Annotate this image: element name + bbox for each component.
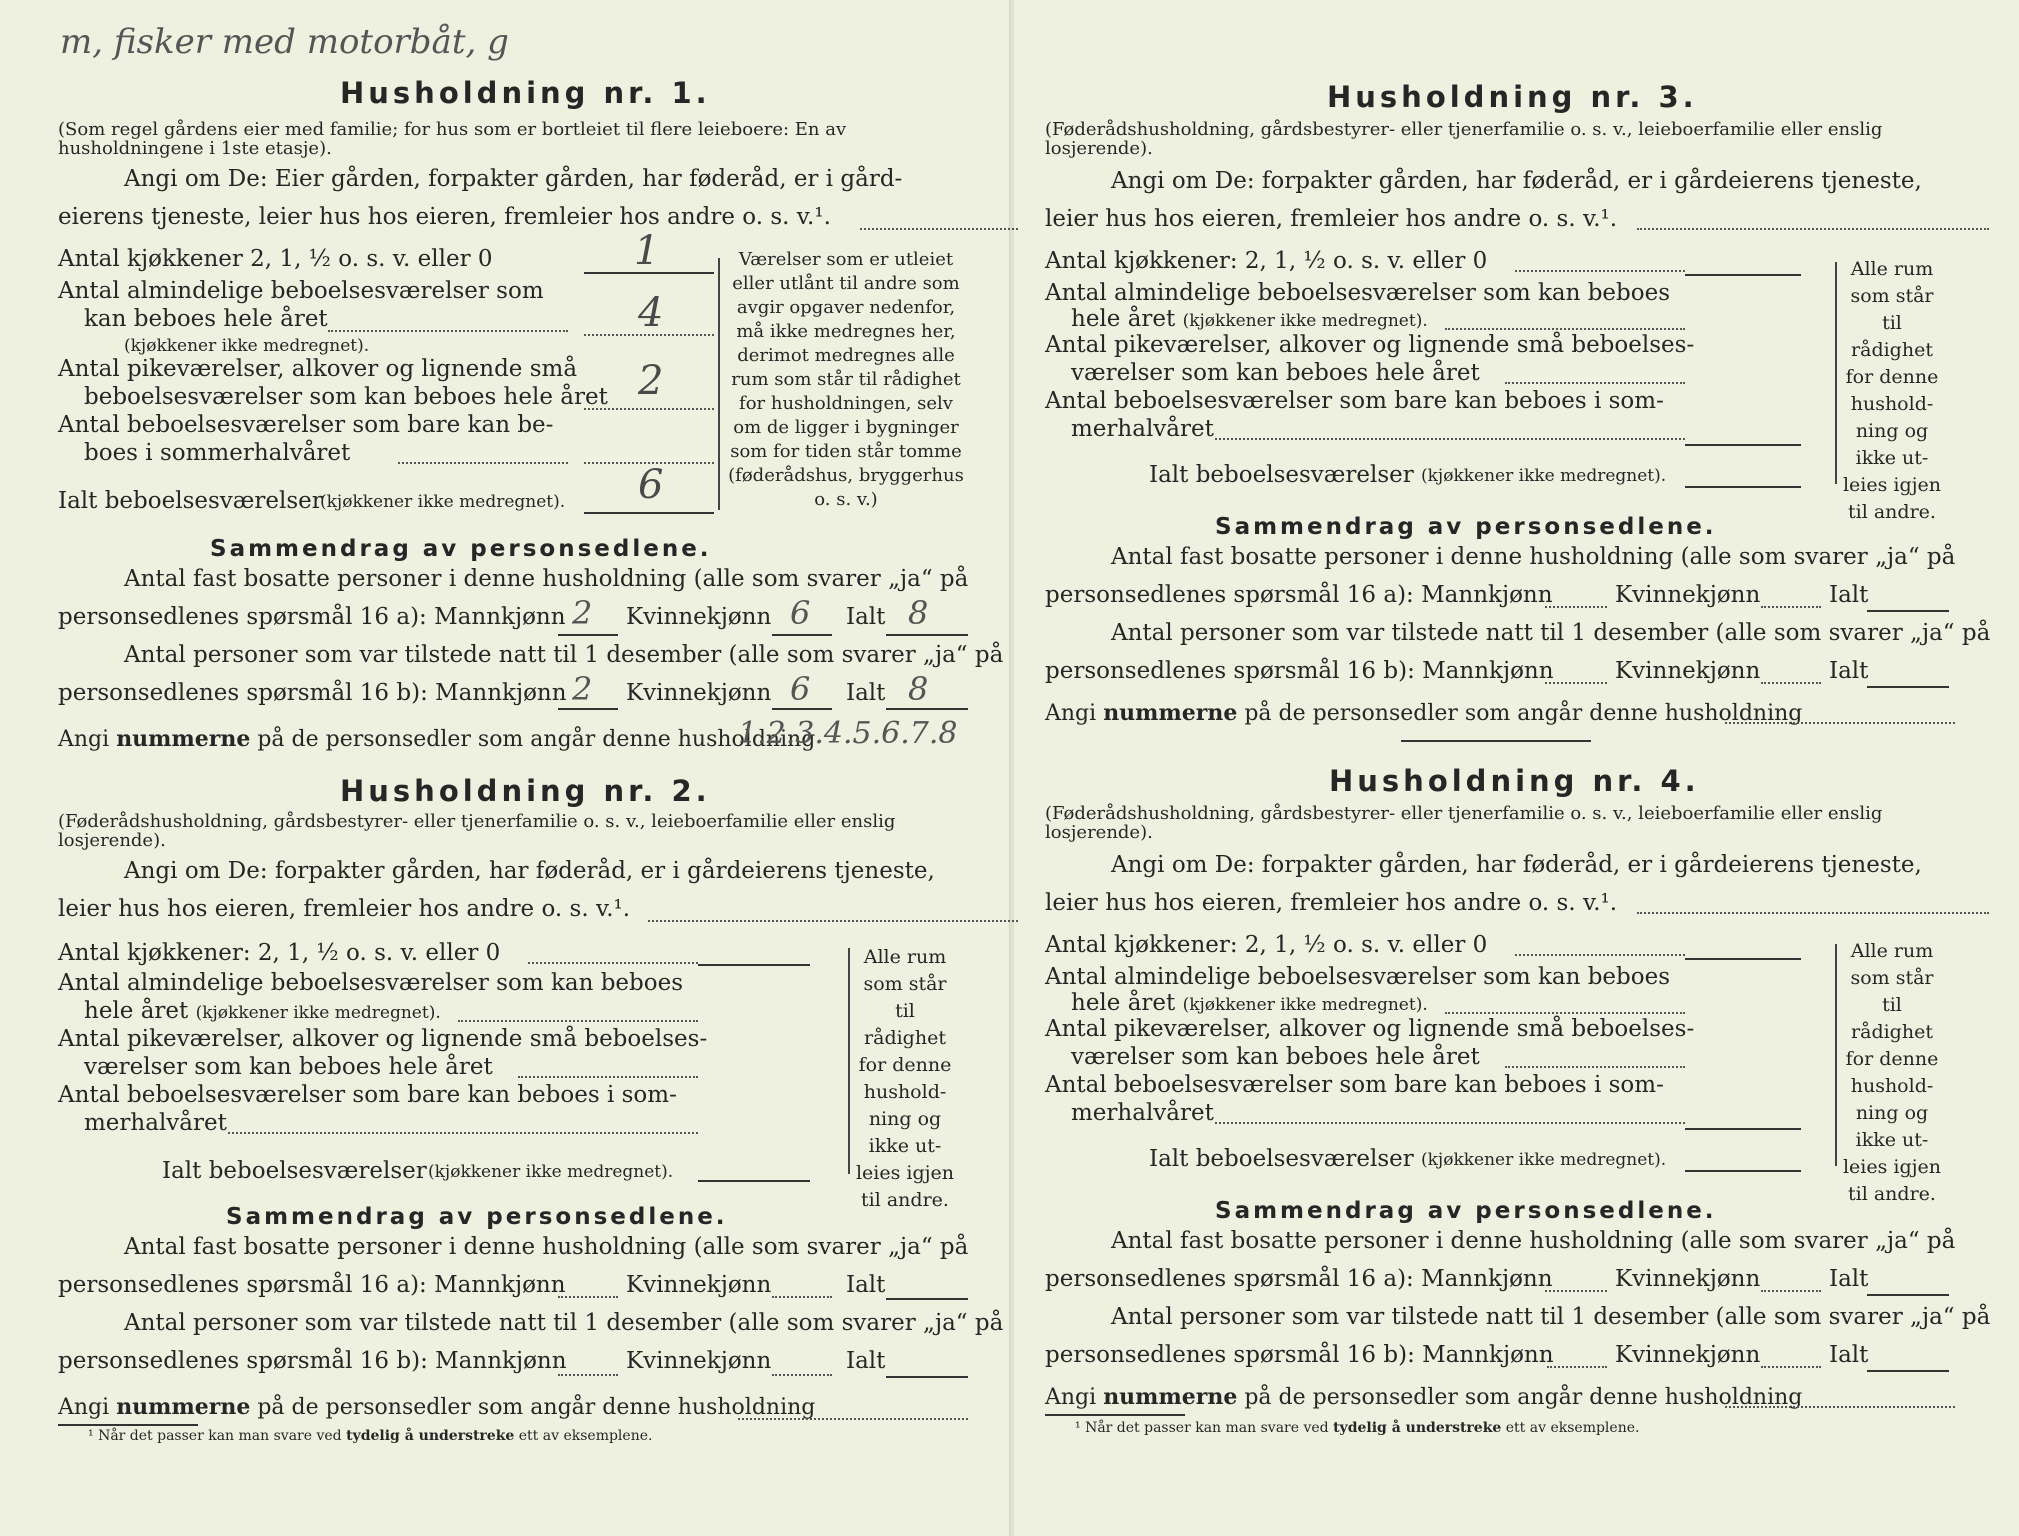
page-fold xyxy=(1009,0,1014,1536)
h1-alm-value: 4 xyxy=(638,290,664,336)
right-footnote-pre: ¹ Når det passer kan man svare ved xyxy=(1075,1420,1329,1436)
h4-alm-line2-note: (kjøkkener ikke medregnet). xyxy=(1182,995,1428,1015)
h3-angi-answer-line xyxy=(1637,228,1989,230)
h4-pike-dots xyxy=(1505,1066,1685,1068)
h4-alm-line2 xyxy=(1071,990,1428,1016)
h1-alm-line2: kan beboes hele året xyxy=(84,306,328,332)
h2-nummer-row xyxy=(58,1394,815,1420)
h2-16a-k-label: Kvinnekjønn xyxy=(626,1272,772,1298)
handwritten-header: m, fisker med motorbåt, g xyxy=(60,22,509,62)
h1-16a-k-label: Kvinnekjønn xyxy=(626,604,772,630)
h2-nummer-bold: nummerne xyxy=(116,1394,251,1420)
h2-alm-line2-note: (kjøkkener ikke medregnet). xyxy=(195,1003,441,1023)
h1-kjokkener-label: Antal kjøkkener 2, 1, ½ o. s. v. eller 0 xyxy=(58,246,493,272)
h1-angi-answer-line xyxy=(860,228,1018,230)
h3-angi-line1: Angi om De: forpakter gården, har føderåd, er i gårdeierens tjeneste, xyxy=(1111,168,1922,194)
h4-16a-line1: Antal fast bosatte personer i denne husholdning (alle som svarer „ja“ på xyxy=(1111,1228,1956,1254)
h3-alm-dots xyxy=(1445,328,1685,330)
h4-kjokkener-label: Antal kjøkkener: 2, 1, ½ o. s. v. eller 0 xyxy=(1045,932,1488,958)
h1-16b-i-value: 8 xyxy=(908,670,929,708)
h1-pike-value: 2 xyxy=(638,358,664,404)
h3-16b-m-line xyxy=(1545,682,1607,684)
h1-16a-m-value: 2 xyxy=(572,594,593,632)
h1-title: Husholdning nr. 1. xyxy=(340,76,711,110)
h3-h4-separator xyxy=(1401,740,1591,742)
h3-16a-k-line xyxy=(1761,606,1821,608)
h2-16b-m-line xyxy=(558,1374,618,1376)
h2-16a-m-line xyxy=(558,1296,618,1298)
h1-16b-line1: Antal personer som var tilstede natt til 1 desember (alle som svarer „ja“ på xyxy=(124,642,1004,668)
h2-note: (Føderådshusholdning, gårdsbestyrer- eller tjenerfamilie o. s. v., leieboerfamilie eller enslig losjerende). xyxy=(58,811,896,851)
h4-16b-i-line xyxy=(1867,1370,1949,1372)
h3-sommer-dots xyxy=(1215,438,1685,440)
h1-sommer-line1: Antal beboelsesværelser som bare kan be- xyxy=(58,412,554,438)
left-page xyxy=(58,0,1004,1536)
h3-sommer-line1: Antal beboelsesværelser som bare kan beboes i som- xyxy=(1045,388,1664,414)
h1-16a-i-label: Ialt xyxy=(846,604,886,630)
h2-ialt-line xyxy=(698,1180,810,1182)
h1-nummer-row xyxy=(58,726,815,752)
h1-pike-line1: Antal pikeværelser, alkover og lignende små xyxy=(58,356,578,382)
h4-nummer-post: på de personsedler som angår denne husholdning xyxy=(1244,1385,1803,1410)
h2-sommer-dots xyxy=(228,1132,698,1134)
h4-nummer-pre: Angi xyxy=(1045,1385,1097,1410)
h1-16a-k-line xyxy=(772,634,832,636)
h4-16a-m-line xyxy=(1545,1290,1607,1292)
h2-kjokkener-label: Antal kjøkkener: 2, 1, ½ o. s. v. eller 0 xyxy=(58,940,501,966)
h4-kjokkener-line xyxy=(1685,958,1801,960)
h3-16a-i-line xyxy=(1867,610,1949,612)
right-footnote xyxy=(1075,1420,1639,1436)
h1-ialt-line xyxy=(584,512,714,514)
h2-16b-line2: personsedlenes spørsmål 16 b): Mannkjønn xyxy=(58,1348,567,1374)
h3-nummer-pre: Angi xyxy=(1045,701,1097,726)
h1-nummer-pre: Angi xyxy=(58,727,110,752)
h1-16b-k-value: 6 xyxy=(790,670,811,708)
h1-alm-line1: Antal almindelige beboelsesværelser som xyxy=(58,278,544,304)
h4-16b-k-line xyxy=(1761,1366,1821,1368)
h4-angi-line1: Angi om De: forpakter gården, har føderåd, er i gårdeierens tjeneste, xyxy=(1111,852,1922,878)
h3-16b-line2: personsedlenes spørsmål 16 b): Mannkjønn xyxy=(1045,658,1554,684)
h4-16b-k-label: Kvinnekjønn xyxy=(1615,1342,1761,1368)
h4-16a-i-label: Ialt xyxy=(1829,1266,1869,1292)
h3-nummer-bold: nummerne xyxy=(1103,700,1238,726)
h4-16a-i-line xyxy=(1867,1294,1949,1296)
h3-sommer-line2: merhalvåret xyxy=(1071,416,1214,442)
h3-ialt-note: (kjøkkener ikke medregnet). xyxy=(1421,466,1667,486)
h3-kjokkener-label: Antal kjøkkener: 2, 1, ½ o. s. v. eller 0 xyxy=(1045,248,1488,274)
h1-nummer-bold: nummerne xyxy=(116,726,251,752)
h1-pike-line xyxy=(584,408,714,410)
h3-nummer-line xyxy=(1725,722,1955,724)
h4-ialt-note: (kjøkkener ikke medregnet). xyxy=(1421,1150,1667,1170)
h3-16a-k-label: Kvinnekjønn xyxy=(1615,582,1761,608)
h4-16a-k-line xyxy=(1761,1290,1821,1292)
h1-16a-line2: personsedlenes spørsmål 16 a): Mannkjønn xyxy=(58,604,566,630)
h4-nummer-row xyxy=(1045,1384,1802,1410)
h2-sommer-line2: merhalvåret xyxy=(84,1110,227,1136)
h4-16b-m-line xyxy=(1547,1366,1607,1368)
h1-16b-line2: personsedlenes spørsmål 16 b): Mannkjønn xyxy=(58,680,567,706)
h4-alm-dots xyxy=(1445,1012,1685,1014)
h3-summary-title: Sammendrag av personsedlene. xyxy=(1215,514,1717,540)
h2-alm-line1: Antal almindelige beboelsesværelser som kan beboes xyxy=(58,970,684,996)
h4-brace xyxy=(1835,944,1837,1166)
left-footnote-bold: tydelig å understreke xyxy=(346,1428,515,1444)
h2-16b-k-line xyxy=(772,1374,832,1376)
h3-16a-m-line xyxy=(1545,606,1607,608)
h1-alm-dots xyxy=(328,330,568,332)
h2-brace xyxy=(848,948,850,1174)
h2-nummer-line xyxy=(738,1418,968,1420)
h3-nummer-post: på de personsedler som angår denne husholdning xyxy=(1244,701,1803,726)
h2-angi-answer-line xyxy=(648,920,1018,922)
h2-nummer-pre: Angi xyxy=(58,1395,110,1420)
h1-sommer-line2: boes i sommerhalvåret xyxy=(84,440,351,466)
h1-summary-title: Sammendrag av personsedlene. xyxy=(210,536,712,562)
h4-16b-i-label: Ialt xyxy=(1829,1342,1869,1368)
h2-16b-i-line xyxy=(886,1376,968,1378)
left-footnote-separator xyxy=(58,1424,198,1426)
h2-title: Husholdning nr. 2. xyxy=(340,774,711,808)
h3-alm-line1: Antal almindelige beboelsesværelser som kan beboes xyxy=(1045,280,1671,306)
h3-alm-line2-note: (kjøkkener ikke medregnet). xyxy=(1182,311,1428,331)
h1-sommer-dots xyxy=(398,462,568,464)
h4-sommer-line2: merhalvåret xyxy=(1071,1100,1214,1126)
h3-16b-line1: Antal personer som var tilstede natt til 1 desember (alle som svarer „ja“ på xyxy=(1111,620,1991,646)
h1-16a-i-value: 8 xyxy=(908,594,929,632)
h2-side-note: Alle rum som står til rådighet for denne hushold- ning og ikke ut- leies igjen til andre. xyxy=(855,946,955,1211)
h4-note: (Føderådshusholdning, gårdsbestyrer- eller tjenerfamilie o. s. v., leieboerfamilie eller enslig losjerende). xyxy=(1045,803,1883,843)
h2-16a-line1: Antal fast bosatte personer i denne husholdning (alle som svarer „ja“ på xyxy=(124,1234,969,1260)
h1-16b-k-label: Kvinnekjønn xyxy=(626,680,772,706)
h1-16b-m-line xyxy=(558,708,618,710)
h4-16a-line2: personsedlenes spørsmål 16 a): Mannkjønn xyxy=(1045,1266,1553,1292)
right-page xyxy=(1045,0,1991,1536)
h2-pike-line2: værelser som kan beboes hele året xyxy=(84,1054,493,1080)
h1-ialt-note: (kjøkkener ikke medregnet). xyxy=(320,492,566,512)
h4-16b-line1: Antal personer som var tilstede natt til 1 desember (alle som svarer „ja“ på xyxy=(1111,1304,1991,1330)
h4-angi-answer-line xyxy=(1637,912,1989,914)
h4-sommer-line1: Antal beboelsesværelser som bare kan beboes i som- xyxy=(1045,1072,1664,1098)
h4-16b-line2: personsedlenes spørsmål 16 b): Mannkjønn xyxy=(1045,1342,1554,1368)
h1-angi-line2: eierens tjeneste, leier hus hos eieren, fremleier hos andre o. s. v.¹. xyxy=(58,204,831,230)
h3-16a-line2: personsedlenes spørsmål 16 a): Mannkjønn xyxy=(1045,582,1553,608)
h3-nummer-row xyxy=(1045,700,1802,726)
h2-nummer-post: på de personsedler som angår denne husholdning xyxy=(257,1395,816,1420)
h1-brace xyxy=(718,258,720,510)
right-footnote-separator xyxy=(1045,1414,1185,1416)
right-footnote-post: ett av eksemplene. xyxy=(1505,1420,1640,1436)
h4-alm-line1: Antal almindelige beboelsesværelser som kan beboes xyxy=(1045,964,1671,990)
h1-note: (Som regel gårdens eier med familie; for hus som er bortleiet til flere leieboere: En av husholdningene i 1ste etasje). xyxy=(58,119,847,159)
h3-16b-i-label: Ialt xyxy=(1829,658,1869,684)
h3-kjokkener-line xyxy=(1685,274,1801,276)
h2-16a-i-label: Ialt xyxy=(846,1272,886,1298)
h4-side-note: Alle rum som står til rådighet for denne hushold- ning og ikke ut- leies igjen til andre. xyxy=(1842,940,1942,1205)
h3-pike-line1: Antal pikeværelser, alkover og lignende små beboelses- xyxy=(1045,332,1695,358)
h4-16a-k-label: Kvinnekjønn xyxy=(1615,1266,1761,1292)
h3-sommer-line xyxy=(1685,444,1801,446)
left-footnote-post: ett av eksemplene. xyxy=(518,1428,653,1444)
h2-pike-line1: Antal pikeværelser, alkover og lignende små beboelses- xyxy=(58,1026,708,1052)
h1-16b-i-label: Ialt xyxy=(846,680,886,706)
h2-sommer-line1: Antal beboelsesværelser som bare kan beboes i som- xyxy=(58,1082,677,1108)
h2-kjokkener-line xyxy=(698,964,810,966)
h3-16b-k-label: Kvinnekjønn xyxy=(1615,658,1761,684)
h2-ialt-label: Ialt beboelsesværelser xyxy=(162,1158,427,1184)
h1-16b-m-value: 2 xyxy=(572,670,593,708)
h3-16b-k-line xyxy=(1761,682,1821,684)
h3-alm-line2-text: hele året xyxy=(1071,306,1176,332)
h1-nummer-value: 1.2.3.4.5.6.7.8 xyxy=(738,716,958,751)
h2-16b-k-label: Kvinnekjønn xyxy=(626,1348,772,1374)
h4-sommer-line xyxy=(1685,1128,1801,1130)
h3-title: Husholdning nr. 3. xyxy=(1327,80,1698,114)
h4-ialt-label: Ialt beboelsesværelser xyxy=(1149,1146,1414,1172)
h1-16a-m-line xyxy=(558,634,618,636)
h3-16a-line1: Antal fast bosatte personer i denne husholdning (alle som svarer „ja“ på xyxy=(1111,544,1956,570)
h4-ialt-line xyxy=(1685,1170,1801,1172)
h4-kjokkener-dots xyxy=(1515,954,1685,956)
h3-ialt-label: Ialt beboelsesværelser xyxy=(1149,462,1414,488)
h4-summary-title: Sammendrag av personsedlene. xyxy=(1215,1198,1717,1224)
h3-angi-line2: leier hus hos eieren, fremleier hos andre o. s. v.¹. xyxy=(1045,206,1618,232)
h3-alm-line2 xyxy=(1071,306,1428,332)
h3-note: (Føderådshusholdning, gårdsbestyrer- eller tjenerfamilie o. s. v., leieboerfamilie eller enslig losjerende). xyxy=(1045,119,1883,159)
h2-alm-dots xyxy=(458,1020,698,1022)
h2-16a-i-line xyxy=(886,1298,968,1300)
h2-angi-line1: Angi om De: forpakter gården, har føderåd, er i gårdeierens tjeneste, xyxy=(124,858,935,884)
h4-angi-line2: leier hus hos eieren, fremleier hos andre o. s. v.¹. xyxy=(1045,890,1618,916)
h3-16b-i-line xyxy=(1867,686,1949,688)
h4-nummer-bold: nummerne xyxy=(1103,1384,1238,1410)
h2-angi-line2: leier hus hos eieren, fremleier hos andre o. s. v.¹. xyxy=(58,896,631,922)
h1-angi-line1: Angi om De: Eier gården, forpakter gården, har føderåd, er i gård- xyxy=(124,166,903,192)
h4-nummer-line xyxy=(1725,1406,1955,1408)
h3-side-note: Alle rum som står til rådighet for denne hushold- ning og ikke ut- leies igjen til andre. xyxy=(1842,258,1942,523)
h1-side-note: Værelser som er utleiet eller utlånt til andre som avgir opgaver nedenfor, må ikke medregnes her, derimot medregnes alle rum som står til rådighet for husholdningen, selv om de ligger i bygninger som for tiden står tomme (føderådshus, bryggerhus o. s. v.) xyxy=(728,249,964,510)
h2-kjokkener-dots xyxy=(528,962,698,964)
h4-title: Husholdning nr. 4. xyxy=(1329,764,1700,798)
h1-16a-line1: Antal fast bosatte personer i denne husholdning (alle som svarer „ja“ på xyxy=(124,566,969,592)
h2-16a-k-line xyxy=(772,1296,832,1298)
h1-ialt-label: Ialt beboelsesværelser xyxy=(58,488,323,514)
h2-alm-line2-text: hele året xyxy=(84,998,189,1024)
h3-kjokkener-dots xyxy=(1515,270,1685,272)
h2-alm-line2 xyxy=(84,998,441,1024)
h4-pike-line2: værelser som kan beboes hele året xyxy=(1071,1044,1480,1070)
h1-alm-line3: (kjøkkener ikke medregnet). xyxy=(124,336,370,356)
h1-16b-i-line xyxy=(886,708,968,710)
h2-16b-i-label: Ialt xyxy=(846,1348,886,1374)
h3-ialt-line xyxy=(1685,486,1801,488)
h1-nummer-post: på de personsedler som angår denne husholdning xyxy=(257,727,816,752)
right-footnote-bold: tydelig å understreke xyxy=(1333,1420,1502,1436)
h3-brace xyxy=(1835,262,1837,484)
h3-pike-line2: værelser som kan beboes hele året xyxy=(1071,360,1480,386)
h4-pike-line1: Antal pikeværelser, alkover og lignende små beboelses- xyxy=(1045,1016,1695,1042)
h2-pike-dots xyxy=(518,1076,698,1078)
left-footnote-pre: ¹ Når det passer kan man svare ved xyxy=(88,1428,342,1444)
h3-16a-i-label: Ialt xyxy=(1829,582,1869,608)
h1-16a-i-line xyxy=(886,634,968,636)
h1-ialt-value: 6 xyxy=(638,462,664,508)
h4-sommer-dots xyxy=(1215,1122,1685,1124)
h2-16b-line1: Antal personer som var tilstede natt til 1 desember (alle som svarer „ja“ på xyxy=(124,1310,1004,1336)
h2-summary-title: Sammendrag av personsedlene. xyxy=(226,1204,728,1230)
left-footnote xyxy=(88,1428,652,1444)
h2-16a-line2: personsedlenes spørsmål 16 a): Mannkjønn xyxy=(58,1272,566,1298)
h1-16b-k-line xyxy=(772,708,832,710)
h1-16a-k-value: 6 xyxy=(790,594,811,632)
h1-pike-line2: beboelsesværelser som kan beboes hele året xyxy=(84,384,608,410)
h3-pike-dots xyxy=(1505,382,1685,384)
h2-ialt-note: (kjøkkener ikke medregnet). xyxy=(428,1162,674,1182)
h1-kjokkener-value: 1 xyxy=(634,228,660,274)
h4-alm-line2-text: hele året xyxy=(1071,990,1176,1016)
